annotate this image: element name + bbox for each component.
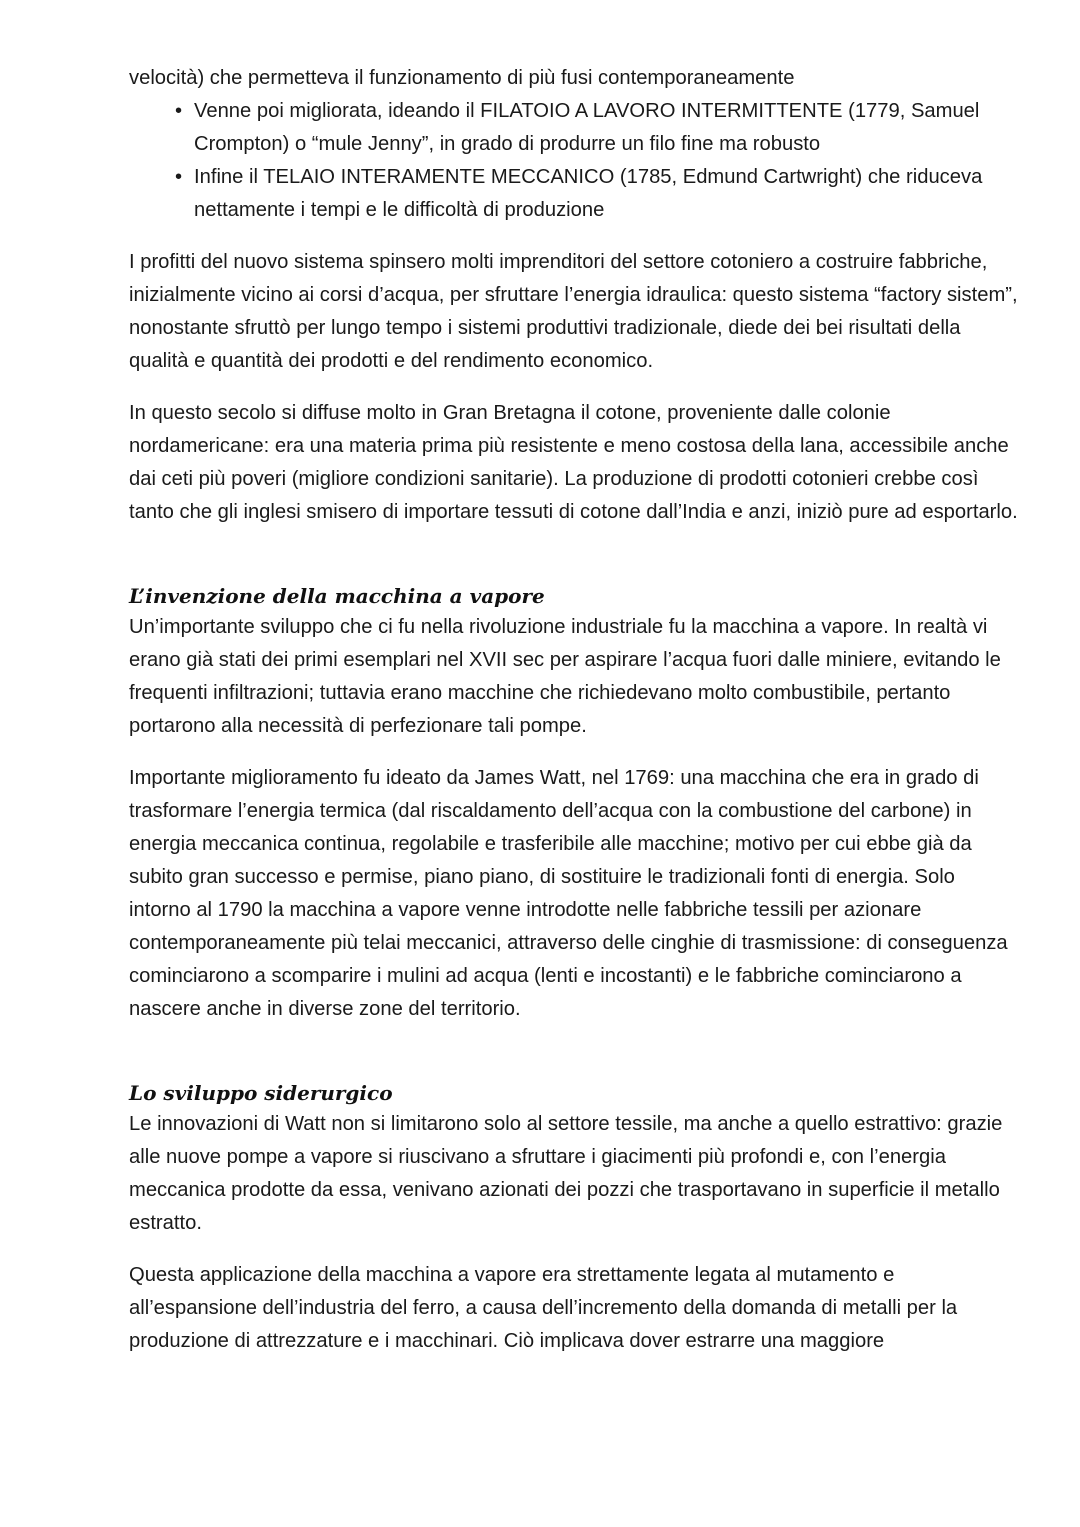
bullet-text: Venne poi migliorata, ideando il FILATOIO A LAVORO INTERMITTENTE (1779, Samuel Crompton) o “mule Jenny”, in grado di produrre un filo fine ma robusto xyxy=(194,100,980,155)
bullet-item-telaio xyxy=(129,161,1019,227)
paragraph-cotone: In questo secolo si diffuse molto in Gran Bretagna il cotone, proveniente dalle colonie nordamericane: era una materia prima più resistente e meno costosa della lana, accessibile anche dai ceti più poveri (migliore condizioni sanitarie). La produzione di prodotti cotonieri crebbe così tanto che gli inglesi smisero di importare tessuti di cotone dall’India e anzi, iniziò pure ad esportarlo. xyxy=(129,402,1018,523)
bullet-marker: • xyxy=(175,166,183,188)
intro-line: velocità) che permetteva il funzionamento di più fusi contemporaneamente xyxy=(129,67,795,89)
bullet-item-filatoio xyxy=(129,95,1019,161)
bullet-marker: • xyxy=(175,100,183,122)
bullet-text: Infine il TELAIO INTERAMENTE MECCANICO (1785, Edmund Cartwright) che riduceva nettamente i tempi e le difficoltà di produzione xyxy=(194,166,983,221)
heading-macchina-a-vapore: L’invenzione della macchina a vapore xyxy=(129,584,545,608)
document-page xyxy=(129,62,1019,1358)
paragraph-siderurgico-2: Questa applicazione della macchina a vapore era strettamente legata al mutamento e all’espansione dell’industria del ferro, a causa dell’incremento della domanda di metalli per la produzione di attrezzature e i macchinari. Ciò implicava dover estrarre una maggiore xyxy=(129,1264,958,1352)
paragraph-vapore-2: Importante miglioramento fu ideato da James Watt, nel 1769: una macchina che era in grado di trasformare l’energia termica (dal riscaldamento dell’acqua con la combustione del carbone) in energia meccanica continua, regolabile e trasferibile alle macchine; motivo per cui ebbe già da subito gran successo e permise, piano piano, di sostituire le tradizionali fonti di energia. Solo intorno al 1790 la macchina a vapore venne introdotte nelle fabbriche tessili per azionare contemporaneamente più telai meccanici, attraverso delle cinghie di trasmissione: di conseguenza cominciarono a scomparire i mulini ad acqua (lenti e incostanti) e le fabbriche cominciarono a nascere anche in diverse zone del territorio. xyxy=(129,767,1008,1020)
heading-sviluppo-siderurgico: Lo sviluppo siderurgico xyxy=(129,1081,393,1105)
paragraph-profitti: I profitti del nuovo sistema spinsero molti imprenditori del settore cotoniero a costruire fabbriche, inizialmente vicino ai corsi d’acqua, per sfruttare l’energia idraulica: questo sistema “factory sistem”, nonostante sfruttò per lungo tempo i sistemi produttivi tradizionale, diede dei bei risultati della qualità e quantità dei prodotti e del rendimento economico. xyxy=(129,251,1018,372)
paragraph-siderurgico-1: Le innovazioni di Watt non si limitarono solo al settore tessile, ma anche a quello estrattivo: grazie alle nuove pompe a vapore si riuscivano a sfruttare i giacimenti più profondi e, con l’energia meccanica prodotte da essa, venivano azionati dei pozzi che trasportavano in superficie il metallo estratto. xyxy=(129,1113,1003,1234)
paragraph-vapore-1: Un’importante sviluppo che ci fu nella rivoluzione industriale fu la macchina a vapore. In realtà vi erano già stati dei primi esemplari nel XVII sec per aspirare l’acqua fuori dalle miniere, evitando le frequenti infiltrazioni; tuttavia erano macchine che richiedevano molto combustibile, pertanto portarono alla necessità di perfezionare tali pompe. xyxy=(129,616,1001,737)
